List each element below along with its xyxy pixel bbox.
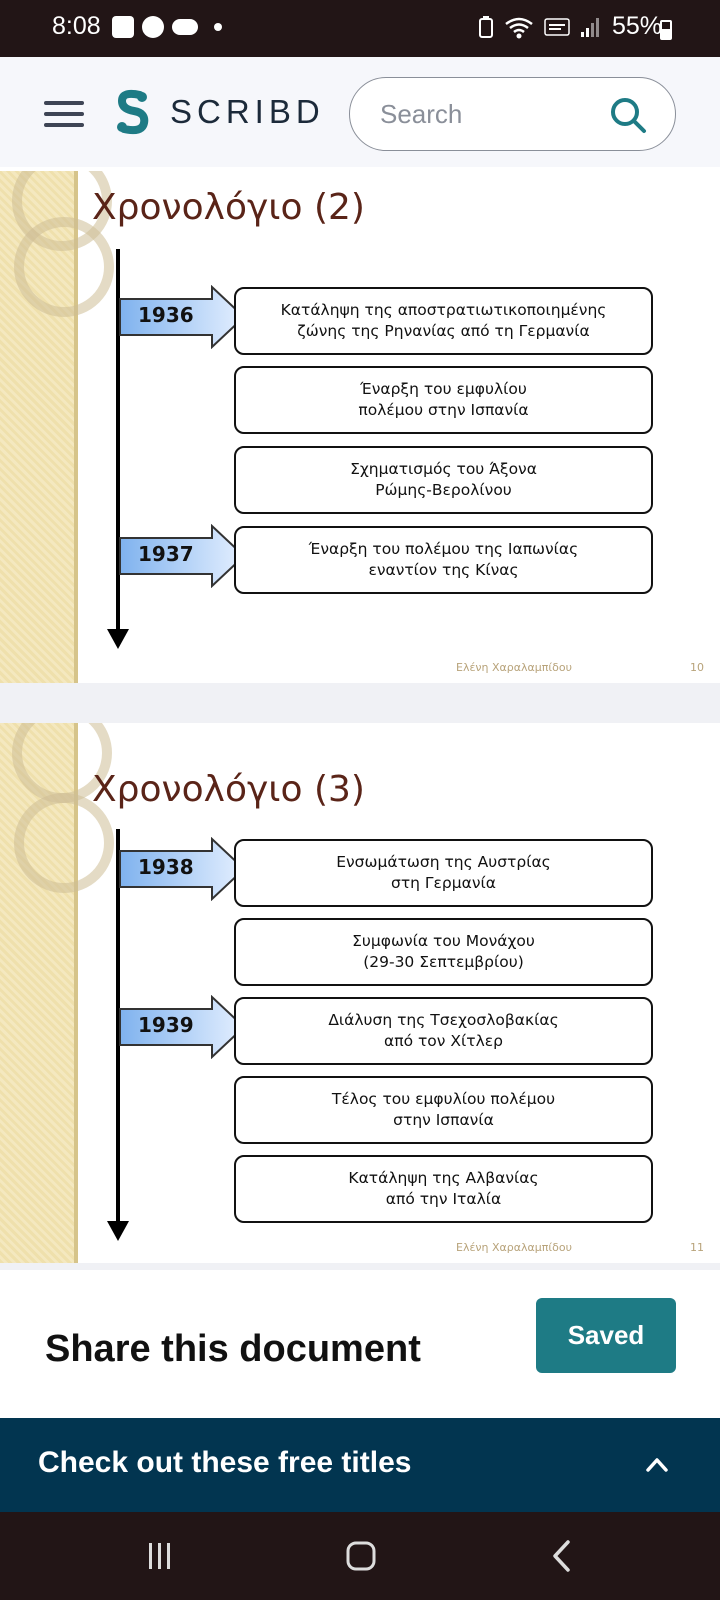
app-header	[0, 57, 720, 167]
event-box	[234, 526, 653, 594]
event-text: Κατάληψη της αποστρατιωτικοποιημένης ζώνης της Ρηνανίας από τη Γερμανία	[280, 301, 607, 340]
year-marker	[118, 524, 248, 588]
document-page	[0, 723, 720, 1263]
home-button[interactable]	[331, 1534, 391, 1578]
document-page	[0, 171, 720, 683]
event-text: Έναρξη του πολέμου της Ιαπωνίας εναντίον της Κίνας	[308, 540, 579, 579]
back-icon	[550, 1539, 574, 1573]
status-time: 8:08	[52, 12, 101, 40]
event-box	[234, 287, 653, 355]
logo-text[interactable]: SCRIBD	[170, 93, 325, 130]
year-label: 1936	[138, 303, 194, 327]
status-right	[478, 12, 662, 41]
event-box	[234, 839, 653, 907]
event-text: Κατάληψη της Αλβανίας από την Ιταλία	[348, 1169, 539, 1208]
year-marker	[118, 837, 248, 901]
weather-icon	[172, 19, 198, 35]
volte-icon	[544, 15, 570, 39]
year-label: 1939	[138, 1013, 194, 1037]
status-bar	[0, 0, 720, 57]
event-text: Τέλος του εμφυλίου πολέμου στην Ισπανία	[331, 1090, 556, 1129]
system-nav-bar	[0, 1512, 720, 1600]
gallery-icon	[112, 16, 134, 38]
recent-apps-icon	[145, 1541, 175, 1571]
timeline-arrowhead	[107, 629, 129, 649]
year-label: 1938	[138, 855, 194, 879]
slide-title: Χρονολόγιο (3)	[92, 769, 365, 810]
share-section	[0, 1270, 720, 1418]
event-box	[234, 997, 653, 1065]
event-text: Έναρξη του εμφυλίου πολέμου στην Ισπανία	[358, 380, 529, 419]
search-input[interactable]	[380, 96, 600, 132]
event-box	[234, 1155, 653, 1223]
emoji-icon	[142, 16, 164, 38]
slide-title: Χρονολόγιο (2)	[92, 187, 365, 228]
timeline-arrowhead	[107, 1221, 129, 1241]
scribd-logo-icon[interactable]	[112, 87, 152, 137]
event-box	[234, 446, 653, 514]
battery-percent: 55%	[611, 12, 662, 40]
event-text: Διάλυση της Τσεχοσλοβακίας από τον Χίτλερ	[328, 1011, 559, 1050]
share-title[interactable]: Share this document	[45, 1328, 421, 1370]
year-label: 1937	[138, 542, 194, 566]
slide-author: Ελένη Χαραλαμπίδου	[456, 1241, 572, 1254]
free-titles-banner[interactable]	[0, 1418, 720, 1512]
wifi-icon	[504, 15, 534, 39]
menu-icon[interactable]	[44, 101, 84, 127]
page-separator	[0, 1263, 720, 1270]
slide-author: Ελένη Χαραλαμπίδου	[456, 661, 572, 674]
event-text: Ενσωμάτωση της Αυστρίας στη Γερμανία	[336, 853, 551, 892]
home-icon	[345, 1540, 377, 1572]
decorative-ring	[14, 217, 114, 317]
event-text: Σχηματισμός του Άξονα Ρώμης-Βερολίνου	[350, 460, 537, 499]
slide-page-number: 11	[690, 1241, 704, 1254]
battery-icon	[660, 20, 672, 40]
event-box	[234, 1076, 653, 1144]
search-icon[interactable]	[609, 96, 647, 134]
signal-icon	[580, 16, 602, 38]
back-button[interactable]	[532, 1534, 592, 1578]
chevron-up-icon[interactable]	[646, 1454, 668, 1476]
slide-page-number: 10	[690, 661, 704, 674]
search-box[interactable]	[349, 77, 676, 151]
year-marker	[118, 995, 248, 1059]
page-separator	[0, 683, 720, 723]
year-marker	[118, 285, 248, 349]
saved-button[interactable]: Saved	[536, 1298, 676, 1373]
event-text: Συμφωνία του Μονάχου (29-30 Σεπτεμβρίου)	[352, 932, 535, 971]
notification-icons	[112, 16, 222, 38]
recent-apps-button[interactable]	[130, 1534, 190, 1578]
event-box	[234, 366, 653, 434]
more-notifications-icon	[214, 23, 222, 31]
event-box	[234, 918, 653, 986]
data-saver-icon	[478, 16, 494, 38]
free-titles-label: Check out these free titles	[38, 1446, 412, 1479]
